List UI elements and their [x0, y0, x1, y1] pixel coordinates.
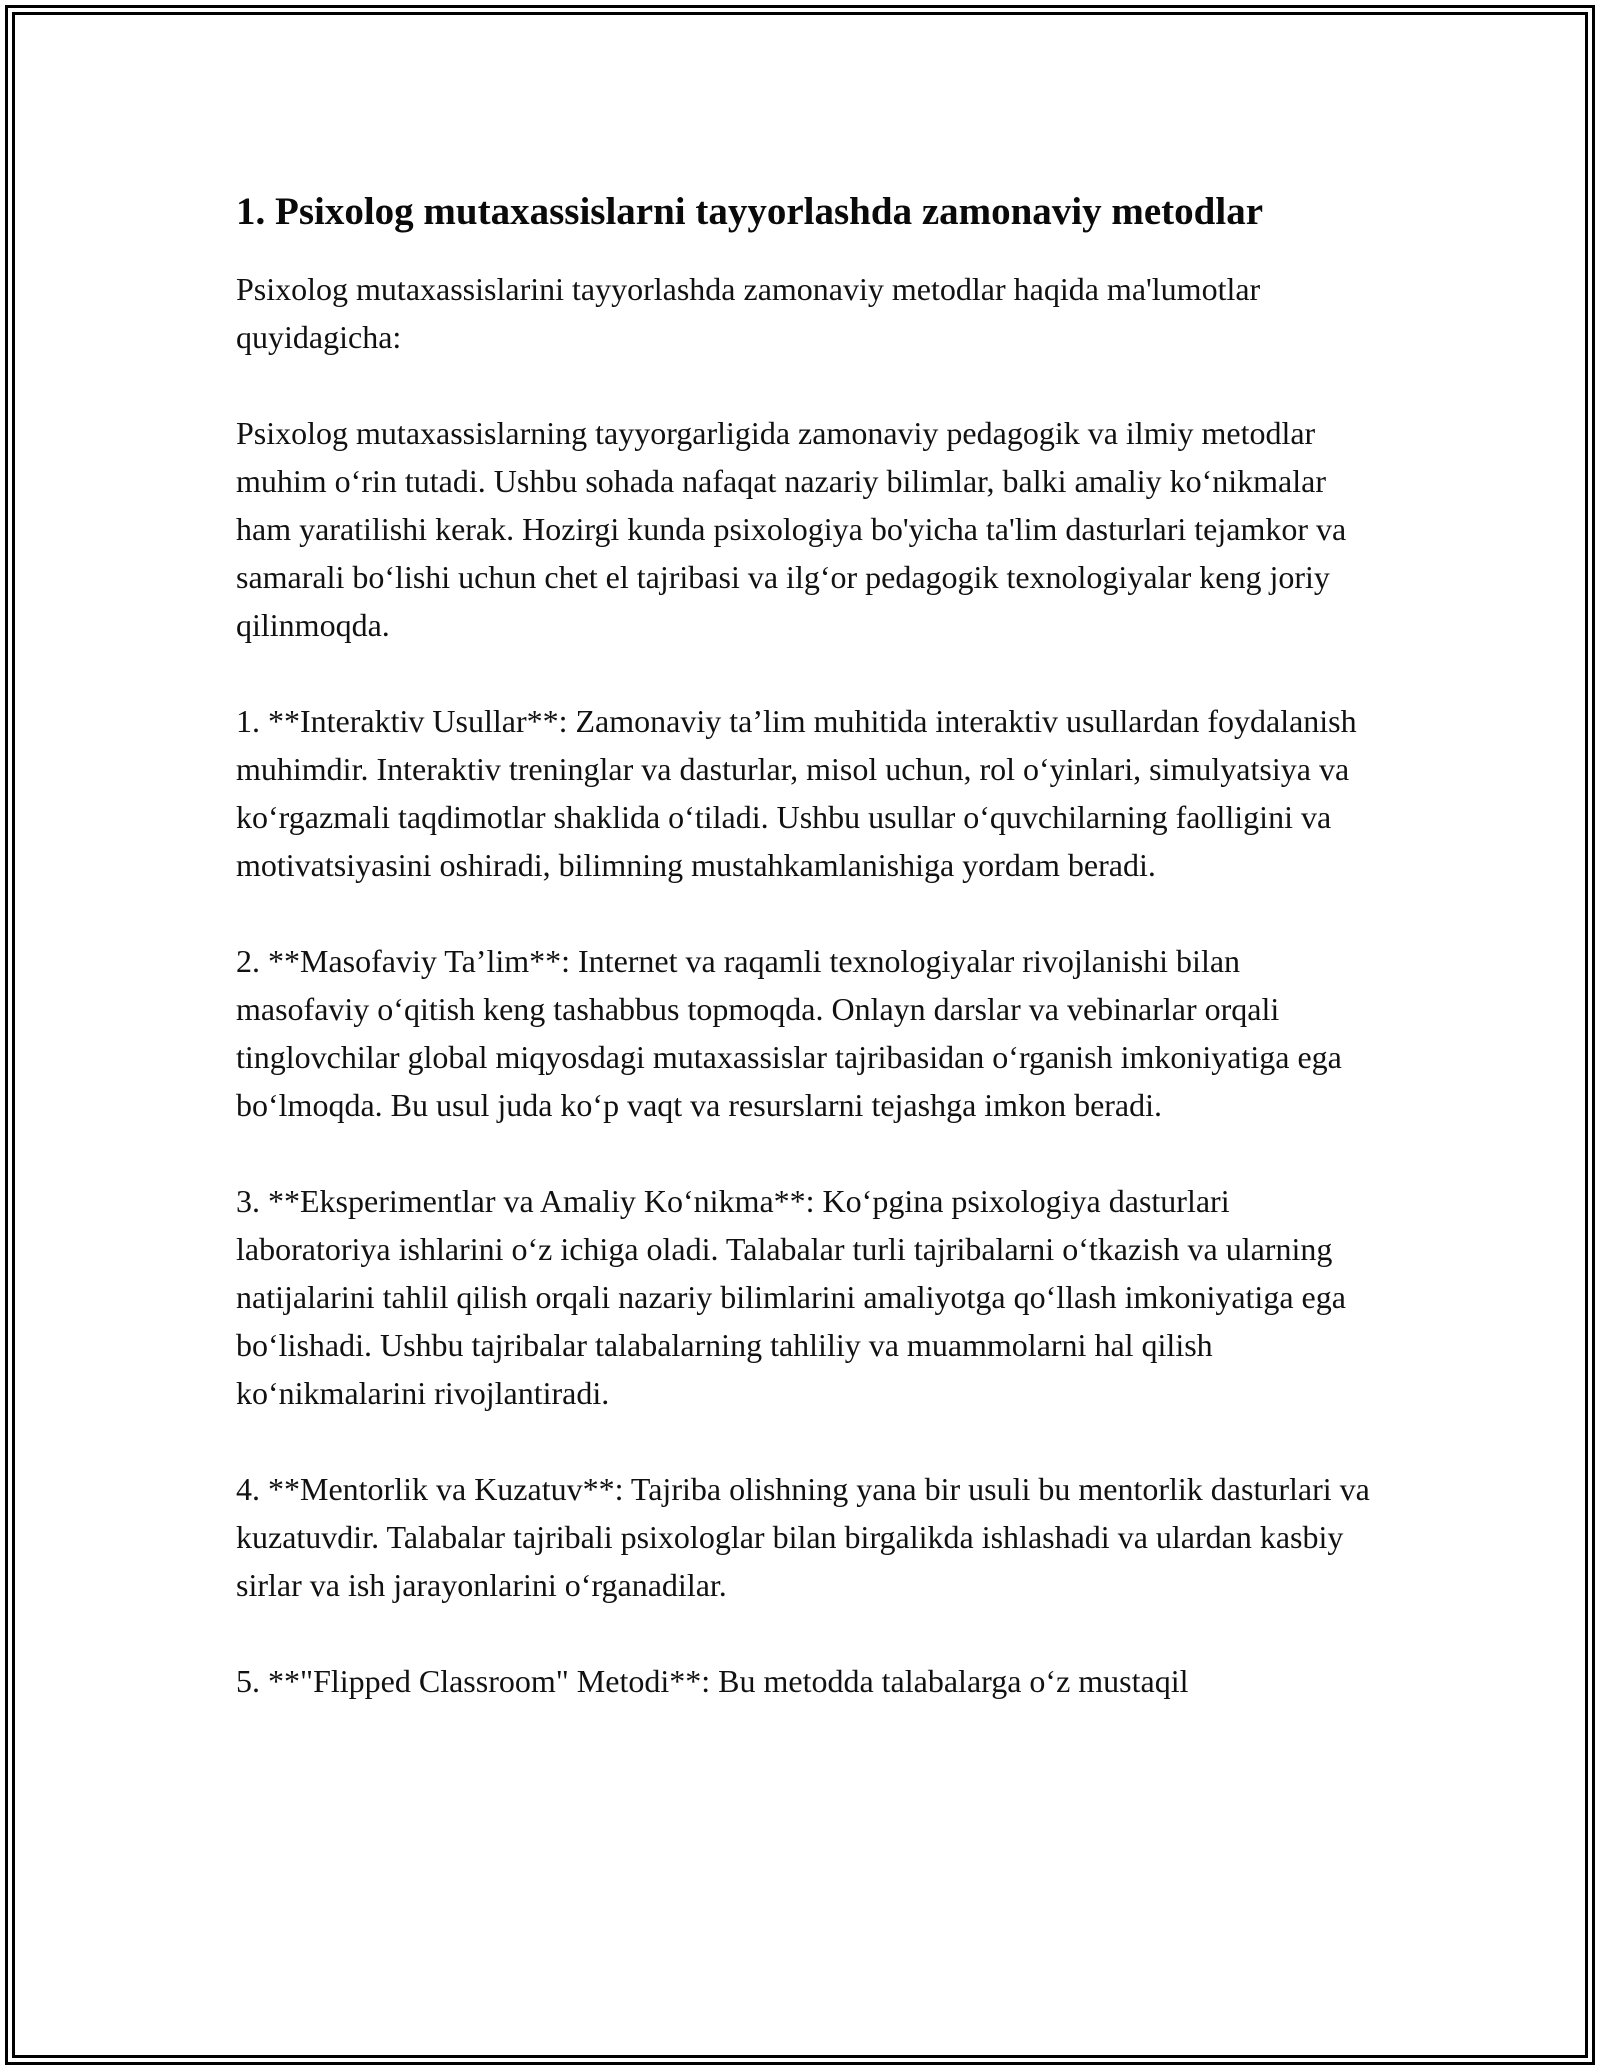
overview-paragraph: Psixolog mutaxassislarning tayyorgarligida zamonaviy pedagogik va ilmiy metodlar muhim o‘rin tutadi. Ushbu sohada nafaqat nazariy bilimlar, balki amaliy ko‘nikmalar ham yaratilishi kerak. Hozirgi kunda psixologiya bo'yicha ta'lim dasturlari tejamkor va samarali bo‘lishi uchun chet el tajribasi va ilg‘or pedagogik texnologiyalar keng joriy qilinmoqda.	[236, 415, 1347, 643]
intro-paragraph: Psixolog mutaxassislarini tayyorlashda zamonaviy metodlar haqida ma'lumotlar quyidagicha:	[236, 271, 1261, 355]
item-mentoring-observation: 4. **Mentorlik va Kuzatuv**: Tajriba olishning yana bir usuli bu mentorlik dasturlari va kuzatuvdir. Talabalar tajribali psixologlar bilan birgalikda ishlashadi va ulardan kasbiy sirlar va ish jarayonlarini o‘rganadilar.	[236, 1471, 1370, 1603]
item-distance-learning: 2. **Masofaviy Ta’lim**: Internet va raqamli texnologiyalar rivojlanishi bilan masofaviy o‘qitish keng tashabbus topmoqda. Onlayn darslar va vebinarlar orqali tinglovchilar global miqyosdagi mutaxassislar tajribasidan o‘rganish imkoniyatiga ega bo‘lmoqda. Bu usul juda ko‘p vaqt va resurslarni tejashga imkon beradi.	[236, 943, 1342, 1123]
document-title: 1. Psixolog mutaxassislarni tayyorlashda zamonaviy metodlar	[236, 190, 1264, 233]
item-interactive-methods: 1. **Interaktiv Usullar**: Zamonaviy ta’lim muhitida interaktiv usullardan foydalanish muhimdir. Interaktiv treninglar va dasturlar, misol uchun, rol o‘yinlari, simulyatsiya va ko‘rgazmali taqdimotlar shaklida o‘tiladi. Ushbu usullar o‘quvchilarning faolligini va motivatsiyasini oshiradi, bilimning mustahkamlanishiga yordam beradi.	[236, 703, 1357, 883]
item-experiments-practice: 3. **Eksperimentlar va Amaliy Ko‘nikma**: Ko‘pgina psixologiya dasturlari laboratoriya ishlarini o‘z ichiga oladi. Talabalar turli tajribalarni o‘tkazish va ularning natijalarini tahlil qilish orqali nazariy bilimlarini amaliyotga qo‘llash imkoniyatiga ega bo‘lishadi. Ushbu tajribalar talabalarning tahliliy va muammolarni hal qilish ko‘nikmalarini rivojlantiradi.	[236, 1183, 1346, 1411]
document-body	[236, 186, 1376, 1753]
item-flipped-classroom: 5. **"Flipped Classroom" Metodi**: Bu metodda talabalarga o‘z mustaqil	[236, 1663, 1189, 1699]
